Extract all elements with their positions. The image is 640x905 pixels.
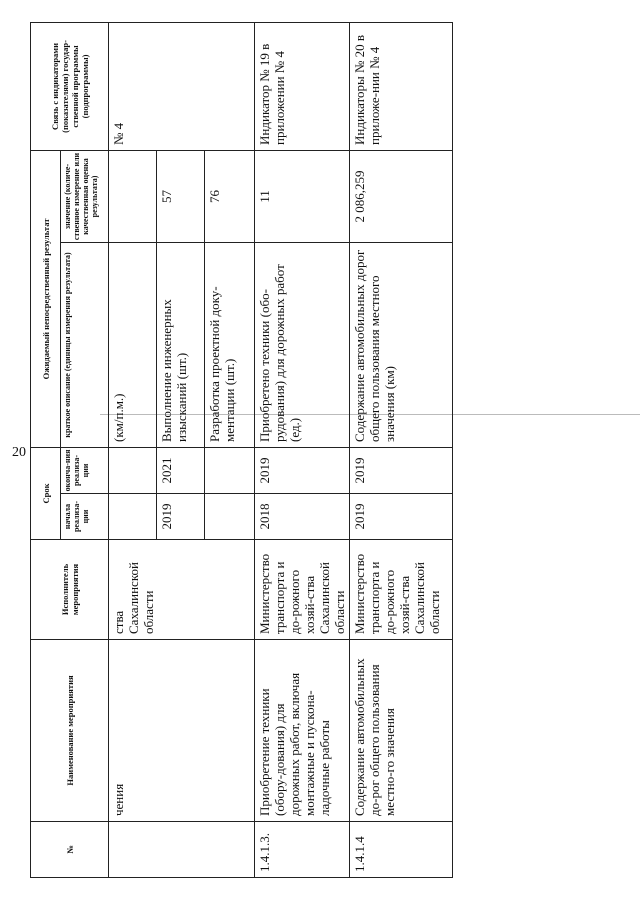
header-name: Наименование мероприятия (31, 640, 109, 822)
row2-executor: Министерство транспорта и до-рожного хозяй-ства Сахалинской области (350, 540, 453, 640)
row0-sub0-end (109, 447, 157, 493)
row1-num: 1.4.1.3. (255, 822, 350, 878)
row2-value: 2 086,259 (350, 150, 453, 242)
row0-sub0-desc: (км/п.м.) (109, 242, 157, 447)
row1-name: Приобретение техники (обору-дования) для дорожных работ, включая монтажные и пускона-ладочные работы (255, 640, 350, 822)
row1-start: 2018 (255, 494, 350, 540)
row0-sub1-desc: Выполнение инженерных изысканий (шт.) (157, 242, 205, 447)
header-result: Ожидаемый непосредственный результат (31, 150, 61, 447)
row1-end: 2019 (255, 447, 350, 493)
row0-sub1-value: 57 (157, 150, 205, 242)
header-num: № (31, 822, 109, 878)
row0-sub2-value: 76 (205, 150, 255, 242)
header-link: Связь с индикаторами (показателями) государ-ственной программы (подпрограммы) (31, 22, 109, 150)
row0-name: чения (109, 640, 255, 822)
row0-link: № 4 (109, 22, 255, 150)
row1-link: Индикатор № 19 в приложении № 4 (255, 22, 350, 150)
row0-executor: ства Сахалинской области (109, 540, 255, 640)
row2-link: Индикаторы № 20 в приложе-нии № 4 (350, 22, 453, 150)
row0-sub2-desc: Разработка проектной доку-ментации (шт.) (205, 242, 255, 447)
row0-num (109, 822, 255, 878)
row2-end: 2019 (350, 447, 453, 493)
row0-sub0-value (109, 150, 157, 242)
row0-sub2-end (205, 447, 255, 493)
row1-executor: Министерство транспорта и до-рожного хозяй-ства Сахалинской области (255, 540, 350, 640)
header-result-value: значение (количе-ственное измерение или качественная оценка результата) (61, 150, 109, 242)
header-executor: Исполнитель мероприятия (31, 540, 109, 640)
row1-value: 11 (255, 150, 350, 242)
page-number: 20 (12, 445, 26, 460)
row2-num: 1.4.1.4 (350, 822, 453, 878)
rotated-table-container (30, 23, 455, 878)
row0-sub1-end: 2021 (157, 447, 205, 493)
row2-start: 2019 (350, 494, 453, 540)
measures-table (30, 22, 453, 878)
row0-sub1-start: 2019 (157, 494, 205, 540)
header-term-start: начала реализа-ции (61, 494, 109, 540)
row0-sub0-start (109, 494, 157, 540)
row1-desc: Приобретено техники (обо-рудования) для дорожных работ (ед.) (255, 242, 350, 447)
row2-name: Содержание автомобильных до-рог общего пользования местно-го значения (350, 640, 453, 822)
header-result-desc: краткое описание (единицы измерения результата) (61, 242, 109, 447)
row2-desc: Содержание автомобильных дорог общего пользования местного значения (км) (350, 242, 453, 447)
header-term-end: оконча-ния реализа-ции (61, 447, 109, 493)
row0-sub2-start (205, 494, 255, 540)
header-term: Срок (31, 447, 61, 539)
